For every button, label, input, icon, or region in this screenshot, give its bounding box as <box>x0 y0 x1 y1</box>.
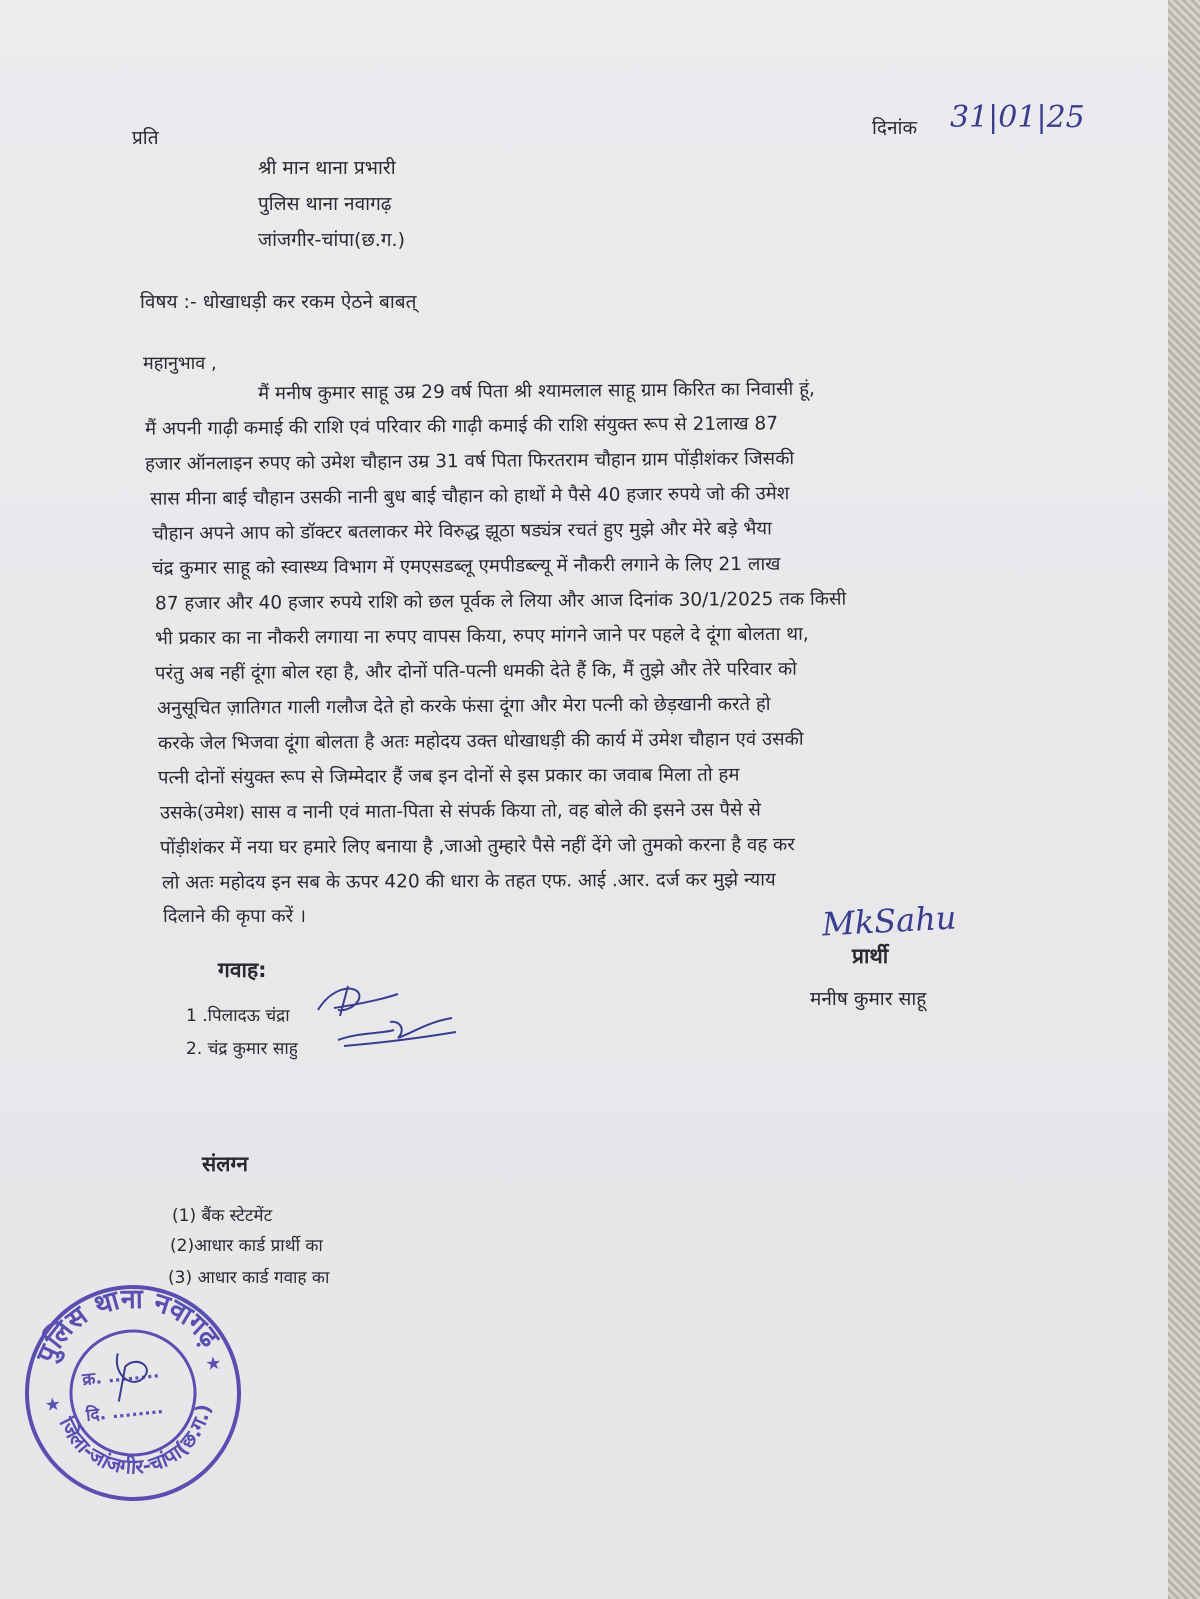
subject-line: विषय :- धोखाधड़ी कर रकम ऐठने बाबत् <box>140 291 417 313</box>
stamp-bottom-text: जिला-जांजगीर-चांपा(छ.ग.) <box>54 1402 216 1479</box>
body-line: पोंड़ीशंकर में नया घर हमारे लिए बनाया है ,जाओ तुम्हारे पैसे नहीं देंगे जो तुमको करना है वह कर <box>159 834 795 859</box>
body-line: पत्नी दोनों संयुक्त रूप से जिम्मेदार हैं जब इन दोनों से इस प्रकार का जवाब मिला तो हम <box>157 764 740 789</box>
stamp-kra: क्र. ........ <box>81 1362 161 1391</box>
stamp-star-left: ★ <box>43 1393 63 1417</box>
enclosure-item-2: (2)आधार कार्ड प्रार्थी का <box>170 1236 323 1256</box>
applicant-label: प्रार्थी <box>852 944 889 968</box>
body-line: अनुसूचित ज़ातिगत गाली गलौज देते हो करके फंसा दूंगा और मेरा पत्नी को छेड़खानी करते हो <box>156 693 771 720</box>
body-line: मैं अपनी गाढ़ी कमाई की राशि एवं परिवार की गाढ़ी कमाई की राशि संयुक्त रूप से 21लाख 87 <box>144 413 779 440</box>
enclosure-item-1: (1) बैंक स्टेटमेंट <box>172 1206 273 1226</box>
body-line: परंतु अब नहीं दूंगा बोल रहा है, और दोनों पति-पत्नी धमकी देते हैं कि, मैं तुझे और तेरे परिवार को <box>154 658 797 685</box>
stamp-di: दि. ........ <box>85 1397 165 1426</box>
body-line: लो अतः महोदय इन सब के ऊपर 420 की धारा के तहत एफ. आई .आर. दर्ज कर मुझे न्याय <box>161 869 776 894</box>
witness-1: 1 .पिलादऊ चंद्रा <box>186 1006 290 1026</box>
prati-label: प्रति <box>132 127 159 149</box>
body-line: उसके(उमेश) सास व नानी एवं माता-पिता से संपर्क किया तो, वह बोले की इसने उस पैसे से <box>159 799 761 824</box>
applicant-name: मनीष कुमार साहू <box>810 988 927 1010</box>
addressee-line-1: श्री मान थाना प्रभारी <box>258 157 396 179</box>
body-line: भी प्रकार का ना नौकरी लगाया ना रुपए वापस किया, रुपए मांगने जाने पर पहले दे दूंगा बोलता था, <box>154 623 809 650</box>
police-station-stamp <box>11 1271 255 1515</box>
witness-heading: गवाह: <box>218 958 267 982</box>
svg-text:पुलिस थाना नवागढ़ <box>24 1274 228 1372</box>
salutation: महानुभाव , <box>143 353 217 374</box>
stamp-seal <box>11 1271 255 1515</box>
stamp-star-right: ★ <box>204 1352 223 1376</box>
background-edge <box>1168 0 1200 1599</box>
enclosure-heading: संलग्न <box>202 1152 248 1176</box>
body-line: चौहान अपने आप को डॉक्टर बतलाकर मेरे विरुद्ध झूठा षड्यंत्र रचतं हुए मुझे और मेरे बड़े भैया <box>151 518 772 545</box>
witness-2: 2. चंद्र कुमार साहु <box>186 1039 298 1059</box>
body-line: 87 हजार और 40 हजार रुपये राशि को छल पूर्वक ले लिया और आज दिनांक 30/1/2025 तक किसी <box>154 588 847 615</box>
addressee-line-2: पुलिस थाना नवागढ़ <box>258 193 392 215</box>
witness-signatures <box>310 982 470 1062</box>
body-line: दिलाने की कृपा करें । <box>163 906 307 927</box>
enclosure-item-3: (3) आधार कार्ड गवाह का <box>168 1268 330 1288</box>
applicant-signature: MkSahu <box>821 898 958 944</box>
body-line: सास मीना बाई चौहान उसकी नानी बुध बाई चौहान को हाथों मे पैसे 40 हजार रुपये जो की उमेश <box>149 483 790 510</box>
addressee-line-3: जांजगीर-चांपा(छ.ग.) <box>258 229 405 251</box>
body-line: करके जेल भिजवा दूंगा बोलता है अतः महोदय उक्त धोखाधड़ी की कार्य में उमेश चौहान एवं उसकी <box>157 728 804 755</box>
body-line: मैं मनीष कुमार साहू उम्र 29 वर्ष पिता श्री श्यामलाल साहू ग्राम किरित का निवासी हूं, <box>257 378 815 405</box>
stamp-top-text: पुलिस थाना नवागढ़ <box>30 1283 226 1368</box>
body-line: चंद्र कुमार साहू को स्वास्थ्य विभाग में एमएसडब्लू एमपीडब्ल्यू में नौकरी लगाने के लिए 21 लाख <box>151 553 781 580</box>
date-label: दिनांक <box>872 117 918 139</box>
date-value: 31|01|25 <box>950 100 1085 135</box>
body-line: हजार ऑनलाइन रुपए को उमेश चौहान उम्र 31 वर्ष पिता फिरतराम चौहान ग्राम पोंड़ीशंकर जिसकी <box>144 448 795 475</box>
